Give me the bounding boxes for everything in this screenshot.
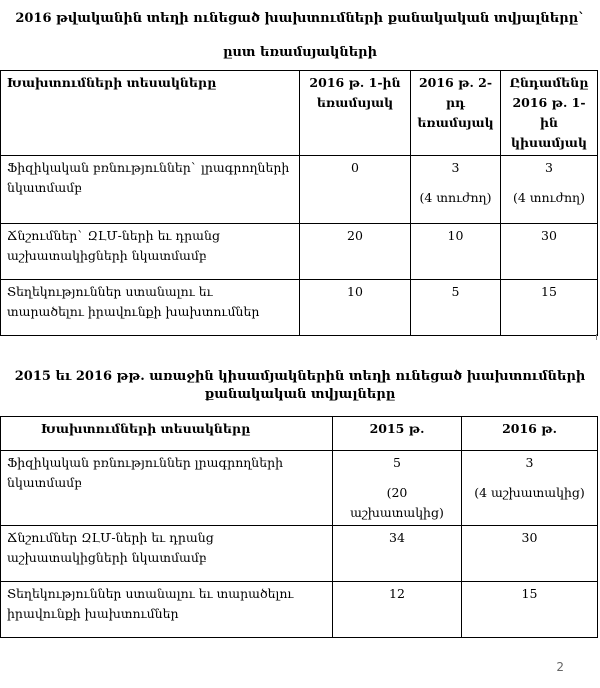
cell-main: 3 — [451, 160, 460, 175]
row-label: Տեղեկություններ ստանալու եւ տարածելու իրավունքի խախտումներ — [1, 582, 333, 638]
cell-value: 15 — [501, 280, 598, 336]
table2-header-type: Խախտումների տեսակները — [1, 417, 333, 451]
cell-value: 20 — [300, 224, 411, 280]
page-number: 2 — [556, 660, 564, 674]
cell-sub: (4 տուժող) — [513, 190, 585, 205]
table-row — [1, 526, 598, 582]
table2-header-row — [1, 417, 598, 451]
row-label: Ֆիզիկական բռնություններ` լրագրողների նկատմամբ — [1, 156, 300, 224]
table-row — [1, 156, 598, 224]
cell-sub: (4 աշխատակից) — [474, 485, 585, 500]
table-row — [1, 224, 598, 280]
table1-title-line1: 2016 թվականին տեղի ունեցած խախտումների քանակական տվյալները` — [15, 11, 585, 26]
table1-title-line2: ըստ եռամսյակների — [222, 45, 377, 60]
cell-value — [462, 451, 598, 526]
page-margin-mark — [596, 334, 597, 340]
row-label: Տեղեկություններ ստանալու եւ տարածելու իրավունքի խախտումներ — [1, 280, 300, 336]
cell-value — [411, 156, 501, 224]
cell-value: 34 — [333, 526, 462, 582]
table2-title-line1: 2015 եւ 2016 թթ. առաջին կիսամյակներին տեղի ունեցած խախտումների — [14, 369, 586, 384]
table-row — [1, 582, 598, 638]
table2-header-2015: 2015 թ. — [333, 417, 462, 451]
row-label: Ճնշումներ` ԶԼՄ-ների եւ դրանց աշխատակիցների նկատմամբ — [1, 224, 300, 280]
table1-header-q2: 2016 թ. 2-րդ եռամսյակ — [411, 71, 501, 156]
table-row — [1, 451, 598, 526]
cell-main: 3 — [545, 160, 553, 175]
cell-value: 5 — [411, 280, 501, 336]
table1-header-type: Խախտումների տեսակները — [1, 71, 300, 156]
cell-value: 30 — [462, 526, 598, 582]
table1-header-total: Ընդամենը 2016 թ. 1-ին կիսամյակ — [501, 71, 598, 156]
table2 — [0, 416, 598, 638]
cell-sub: (4 տուժող) — [419, 190, 492, 205]
cell-main: 3 — [525, 455, 534, 470]
cell-sub: (20 աշխատակից) — [350, 485, 444, 520]
cell-value — [333, 451, 462, 526]
table-row — [1, 280, 598, 336]
cell-value: 30 — [501, 224, 598, 280]
cell-value: 10 — [300, 280, 411, 336]
cell-value: 0 — [300, 156, 411, 224]
cell-value: 10 — [411, 224, 501, 280]
row-label: Ճնշումներ ԶԼՄ-ների եւ դրանց աշխատակիցների նկատմամբ — [1, 526, 333, 582]
cell-value: 15 — [462, 582, 598, 638]
cell-value — [501, 156, 598, 224]
cell-main: 5 — [393, 455, 401, 470]
table2-title-line2: քանակական տվյալները — [204, 387, 396, 402]
table1-header-row — [1, 71, 598, 156]
table1 — [0, 70, 598, 336]
row-label: Ֆիզիկական բռնություններ լրագրողների նկատմամբ — [1, 451, 333, 526]
table2-header-2016: 2016 թ. — [462, 417, 598, 451]
table1-header-q1: 2016 թ. 1-ին եռամսյակ — [300, 71, 411, 156]
cell-value: 12 — [333, 582, 462, 638]
